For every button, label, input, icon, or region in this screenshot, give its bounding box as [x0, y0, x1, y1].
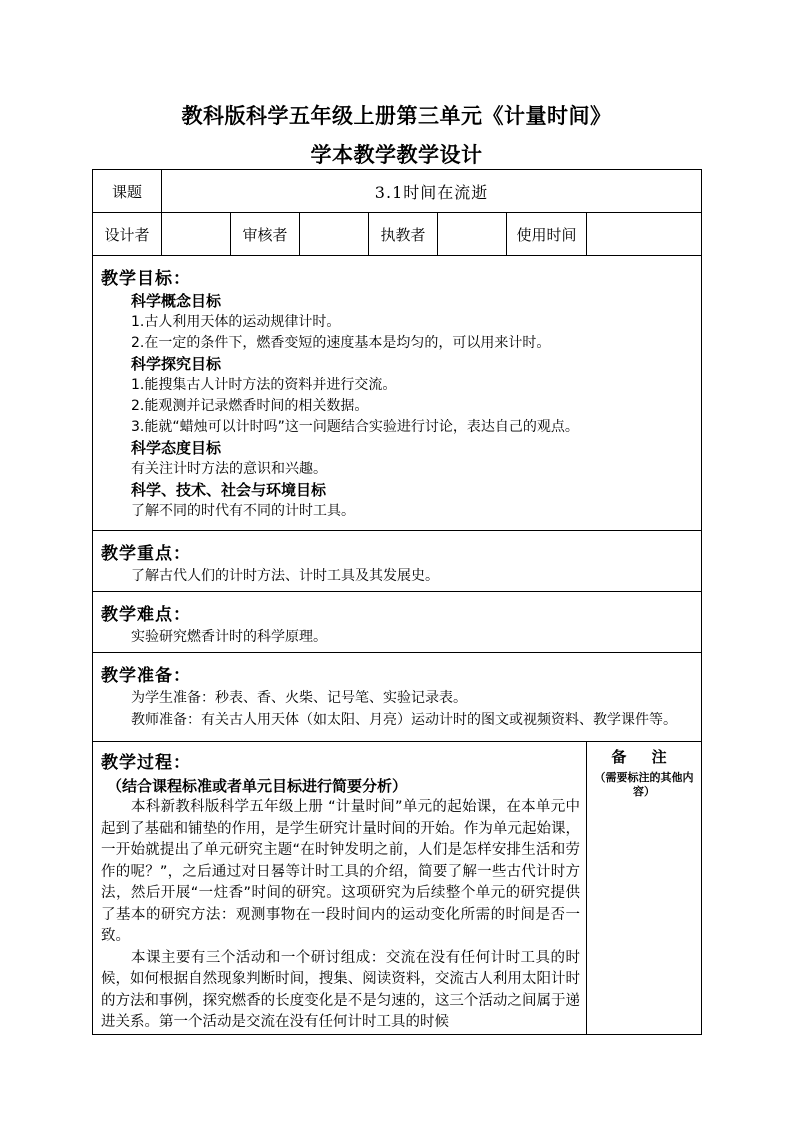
- process-paragraph: 本科新教科版科学五年级上册 “计量时间”单元的起始课，在本单元中起到了基础和铺垫的作用，是学生研究计量时间的开始。作为单元起始课，一开始就提出了单元研究主题“在时钟发明之前，人们是怎样安排生活和劳作的呢？”，之后通过对日晷等计时工具的介绍，简要了解一些古代计时方法，然后开展“一炷香”时间的研究。这项研究为后续整个单元的研究提供了基本的研究方法：观测事物在一段时间内的运动变化所需的时间是否一致。: [101, 799, 580, 944]
- teacher-label: 执教者: [369, 213, 438, 256]
- difficulties-heading: 教学难点：: [101, 605, 191, 625]
- designer-field[interactable]: [162, 213, 231, 256]
- concept-heading: 科学概念目标: [131, 292, 222, 310]
- designer-label: 设计者: [93, 213, 162, 256]
- key-points-heading: 教学重点：: [101, 544, 191, 564]
- concept-item: 2.在一定的条件下，燃香变短的速度基本是均匀的，可以用来计时。: [131, 335, 551, 351]
- objectives-heading: 教学目标：: [101, 269, 191, 289]
- time-field[interactable]: [587, 213, 702, 256]
- preparation-section: [93, 653, 702, 742]
- key-points-text: 了解古代人们的计时方法、计时工具及其发展史。: [131, 568, 439, 584]
- objectives-row: [93, 256, 702, 531]
- inquiry-item: 1.能搜集古人计时方法的资料并进行交流。: [131, 377, 397, 393]
- notes-subheading: （需要标注的其他内容）: [594, 771, 694, 798]
- inquiry-heading: 科学探究目标: [131, 355, 222, 373]
- lesson-plan-table: [92, 169, 702, 1035]
- lesson-label: 课题: [93, 170, 162, 213]
- inquiry-item: 3.能就“蜡烛可以计时吗”这一问题结合实验进行讨论，表达自己的观点。: [131, 419, 579, 435]
- sts-item: 了解不同的时代有不同的计时工具。: [131, 503, 355, 519]
- document-title: 教科版科学五年级上册第三单元《计量时间》: [181, 104, 612, 128]
- inquiry-item: 2.能观测并记录燃香时间的相关数据。: [131, 398, 369, 414]
- reviewer-label: 审核者: [231, 213, 300, 256]
- preparation-heading: 教学准备：: [101, 666, 191, 686]
- process-row: [93, 742, 702, 1035]
- objectives-section: [93, 256, 702, 531]
- process-heading: 教学过程：: [101, 753, 191, 773]
- preparation-student: 为学生准备：秒表、香、火柴、记号笔、实验记录表。: [131, 690, 467, 706]
- notes-heading: 备 注: [611, 748, 677, 766]
- teacher-field[interactable]: [438, 213, 507, 256]
- key-points-row: [93, 531, 702, 592]
- notes-column[interactable]: [587, 742, 702, 1035]
- reviewer-field[interactable]: [300, 213, 369, 256]
- concept-item: 1.古人利用天体的运动规律计时。: [131, 314, 341, 330]
- meta-row: [93, 213, 702, 256]
- difficulties-row: [93, 592, 702, 653]
- lesson-title[interactable]: 3.1时间在流逝: [162, 170, 702, 213]
- attitude-heading: 科学态度目标: [131, 439, 222, 457]
- sts-heading: 科学、技术、社会与环境目标: [131, 481, 327, 499]
- key-points-section: [93, 531, 702, 592]
- process-subheading: （结合课程标准或者单元目标进行简要分析）: [107, 777, 408, 795]
- preparation-row: [93, 653, 702, 742]
- process-section: [93, 742, 587, 1035]
- time-label: 使用时间: [507, 213, 587, 256]
- process-paragraph: 本课主要有三个活动和一个研讨组成：交流在没有任何计时工具的时候，如何根据自然现象判断时间，搜集、阅读资料，交流古人利用太阳计时的方法和事例，探究燃香的长度变化是不是匀速的，这三个活动之间属于递进关系。第一个活动是交流在没有任何计时工具的时候: [101, 949, 580, 1030]
- lesson-row: [93, 170, 702, 213]
- difficulties-text: 实验研究燃香计时的科学原理。: [131, 629, 327, 645]
- preparation-teacher: 教师准备：有关古人用天体（如太阳、月亮）运动计时的图文或视频资料、教学课件等。: [131, 712, 677, 728]
- document-subtitle: 学本教学教学设计: [310, 143, 483, 167]
- attitude-item: 有关注计时方法的意识和兴趣。: [131, 461, 327, 477]
- difficulties-section: [93, 592, 702, 653]
